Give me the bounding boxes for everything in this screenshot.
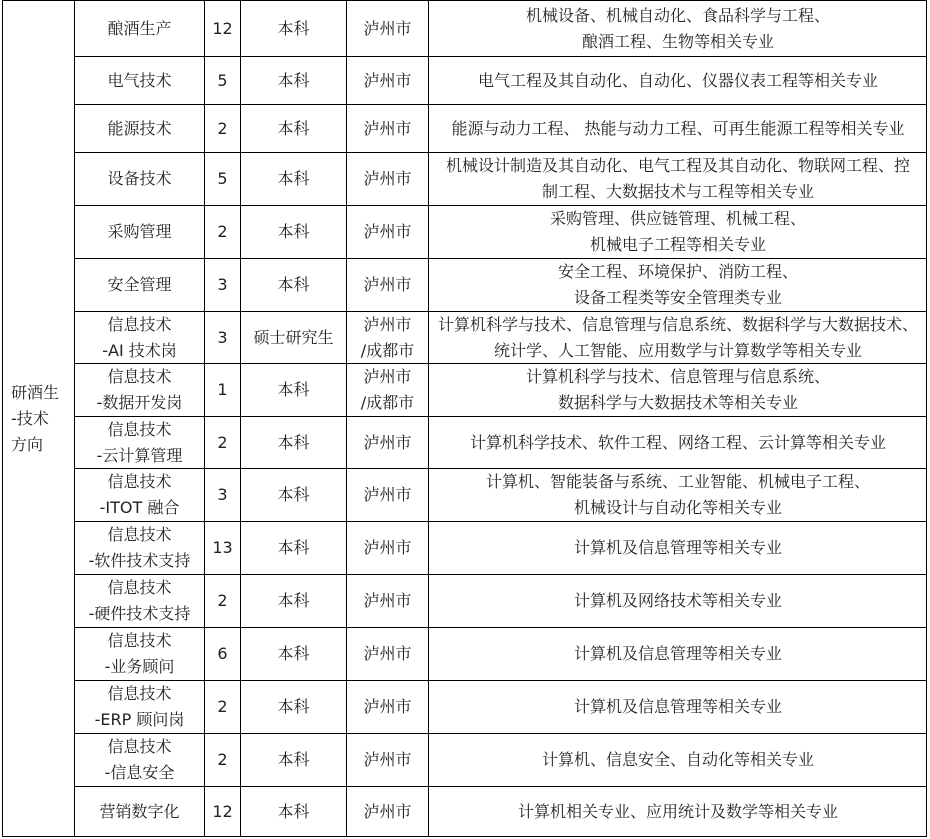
degree-text: 本科 xyxy=(277,697,310,716)
major-requirement-text: 能源与动力工程、 热能与动力工程、可再生能源工程等相关专业 xyxy=(451,118,905,138)
degree-text: 本科 xyxy=(277,275,310,294)
major-requirement xyxy=(429,153,927,205)
location-text: 泸州市 xyxy=(363,118,412,138)
degree-text: 本科 xyxy=(277,222,310,241)
headcount-text: 2 xyxy=(217,591,228,610)
location-text: 泸州市 xyxy=(363,70,412,90)
headcount xyxy=(205,364,240,416)
position-name xyxy=(75,522,204,574)
headcount-text: 3 xyxy=(217,485,228,504)
headcount xyxy=(205,734,240,786)
major-requirement-text: 计算机、信息安全、自动化等相关专业 xyxy=(541,750,814,769)
position-name-text: 信息技术 -数据开发岗 xyxy=(96,367,183,412)
location xyxy=(347,628,428,680)
major-requirement xyxy=(429,57,927,104)
headcount xyxy=(205,575,240,627)
major-requirement xyxy=(429,312,927,363)
degree xyxy=(241,575,346,627)
location xyxy=(347,787,428,837)
position-name-text: 能源技术 xyxy=(107,118,172,138)
degree xyxy=(241,787,346,837)
headcount-text: 2 xyxy=(217,432,228,452)
degree-text: 本科 xyxy=(277,70,310,90)
location-text: 泸州市 xyxy=(363,644,412,663)
position-name-text: 信息技术 -业务顾问 xyxy=(104,631,175,676)
position-name-text: 信息技术 -AI 技术岗 xyxy=(102,314,177,360)
group-label-text: 研酒生 -技术 方向 xyxy=(11,383,60,454)
headcount-text: 2 xyxy=(217,118,228,138)
location-text: 泸州市 /成都市 xyxy=(360,367,415,412)
position-name-text: 信息技术 -软件技术支持 xyxy=(88,525,191,570)
recruitment-table xyxy=(2,0,927,837)
degree xyxy=(241,57,346,104)
major-requirement-text: 计算机科学与技术、信息管理与信息系统、数据科学与大数据技术、 统计学、人工智能、应用数学与计算数学等相关专业 xyxy=(437,314,918,360)
headcount-text: 13 xyxy=(212,538,233,557)
degree xyxy=(241,522,346,574)
headcount xyxy=(205,417,240,468)
degree xyxy=(241,206,346,258)
degree-text: 本科 xyxy=(277,591,310,610)
position-name-text: 信息技术 -信息安全 xyxy=(104,737,175,782)
major-requirement xyxy=(429,628,927,680)
degree-text: 本科 xyxy=(277,18,310,38)
headcount xyxy=(205,312,240,363)
degree-text: 本科 xyxy=(277,169,310,188)
location xyxy=(347,575,428,627)
degree xyxy=(241,681,346,733)
position-name-text: 安全管理 xyxy=(107,275,172,294)
major-requirement-text: 电气工程及其自动化、自动化、仪器仪表工程等相关专业 xyxy=(477,70,878,90)
major-requirement-text: 计算机及信息管理等相关专业 xyxy=(573,644,782,663)
position-name xyxy=(75,734,204,786)
location-text: 泸州市 xyxy=(363,750,412,769)
major-requirement-text: 机械设计制造及其自动化、电气工程及其自动化、物联网工程、控 制工程、大数据技术与工程等相关专业 xyxy=(445,156,910,201)
degree-text: 硕士研究生 xyxy=(253,327,334,347)
headcount xyxy=(205,105,240,152)
headcount xyxy=(205,57,240,104)
major-requirement xyxy=(429,575,927,627)
position-name xyxy=(75,469,204,521)
major-requirement xyxy=(429,364,927,416)
location-text: 泸州市 xyxy=(363,18,412,38)
location xyxy=(347,681,428,733)
location xyxy=(347,522,428,574)
location xyxy=(347,1,428,56)
major-requirement-text: 计算机及信息管理等相关专业 xyxy=(573,697,782,716)
location xyxy=(347,417,428,468)
location xyxy=(347,105,428,152)
position-name-text: 电气技术 xyxy=(107,70,172,90)
position-name-text: 营销数字化 xyxy=(99,802,180,821)
position-name xyxy=(75,259,204,311)
major-requirement-text: 计算机及网络技术等相关专业 xyxy=(573,591,782,610)
degree xyxy=(241,153,346,205)
degree-text: 本科 xyxy=(277,432,310,452)
degree xyxy=(241,417,346,468)
headcount-text: 6 xyxy=(217,644,228,663)
location-text: 泸州市 /成都市 xyxy=(360,314,415,360)
degree xyxy=(241,105,346,152)
position-name-text: 信息技术 -云计算管理 xyxy=(96,419,183,465)
headcount-text: 1 xyxy=(217,380,228,399)
location xyxy=(347,57,428,104)
degree-text: 本科 xyxy=(277,802,310,821)
location-text: 泸州市 xyxy=(363,538,412,557)
position-name-text: 酿酒生产 xyxy=(107,18,172,38)
position-name xyxy=(75,105,204,152)
location-text: 泸州市 xyxy=(363,222,412,241)
position-name-text: 信息技术 -ERP 顾问岗 xyxy=(94,684,185,729)
position-name xyxy=(75,1,204,56)
location xyxy=(347,364,428,416)
major-requirement-text: 采购管理、供应链管理、机械工程、 机械电子工程等相关专业 xyxy=(549,209,806,254)
major-requirement xyxy=(429,105,927,152)
headcount xyxy=(205,469,240,521)
headcount-text: 2 xyxy=(217,222,228,241)
degree-text: 本科 xyxy=(277,380,310,399)
major-requirement xyxy=(429,522,927,574)
location-text: 泸州市 xyxy=(363,591,412,610)
major-requirement xyxy=(429,1,927,56)
position-name xyxy=(75,57,204,104)
position-name-text: 信息技术 -ITOT 融合 xyxy=(99,472,180,517)
degree-text: 本科 xyxy=(277,644,310,663)
headcount xyxy=(205,787,240,837)
degree xyxy=(241,364,346,416)
position-name xyxy=(75,575,204,627)
location-text: 泸州市 xyxy=(363,697,412,716)
position-name xyxy=(75,312,204,363)
major-requirement-text: 计算机及信息管理等相关专业 xyxy=(573,538,782,557)
degree-text: 本科 xyxy=(277,538,310,557)
position-name xyxy=(75,628,204,680)
major-requirement xyxy=(429,206,927,258)
major-requirement xyxy=(429,681,927,733)
group-label xyxy=(3,1,74,837)
degree xyxy=(241,259,346,311)
headcount xyxy=(205,206,240,258)
degree xyxy=(241,1,346,56)
headcount-text: 3 xyxy=(217,327,228,347)
headcount xyxy=(205,153,240,205)
major-requirement-text: 安全工程、环境保护、消防工程、 设备工程类等安全管理类专业 xyxy=(557,262,798,307)
headcount-text: 2 xyxy=(217,750,228,769)
location-text: 泸州市 xyxy=(363,275,412,294)
position-name-text: 信息技术 -硬件技术支持 xyxy=(88,578,191,623)
degree-text: 本科 xyxy=(277,118,310,138)
headcount-text: 5 xyxy=(217,169,228,188)
degree xyxy=(241,628,346,680)
major-requirement xyxy=(429,734,927,786)
position-name xyxy=(75,364,204,416)
position-name-text: 设备技术 xyxy=(107,169,172,188)
headcount xyxy=(205,522,240,574)
major-requirement-text: 计算机科学技术、软件工程、网络工程、云计算等相关专业 xyxy=(469,432,886,452)
position-name xyxy=(75,787,204,837)
position-name xyxy=(75,681,204,733)
headcount-text: 2 xyxy=(217,697,228,716)
headcount xyxy=(205,259,240,311)
degree xyxy=(241,469,346,521)
position-name xyxy=(75,153,204,205)
degree-text: 本科 xyxy=(277,750,310,769)
headcount-text: 12 xyxy=(212,802,233,821)
major-requirement xyxy=(429,787,927,837)
position-name-text: 采购管理 xyxy=(107,222,172,241)
location-text: 泸州市 xyxy=(363,432,412,452)
headcount xyxy=(205,681,240,733)
location xyxy=(347,469,428,521)
major-requirement xyxy=(429,469,927,521)
location xyxy=(347,312,428,363)
location-text: 泸州市 xyxy=(363,169,412,188)
major-requirement-text: 计算机相关专业、应用统计及数学等相关专业 xyxy=(517,802,838,821)
location xyxy=(347,734,428,786)
major-requirement xyxy=(429,259,927,311)
major-requirement-text: 计算机、智能装备与系统、工业智能、机械电子工程、 机械设计与自动化等相关专业 xyxy=(485,472,870,517)
location-text: 泸州市 xyxy=(363,485,412,504)
major-requirement-text: 机械设备、机械自动化、食品科学与工程、 酿酒工程、生物等相关专业 xyxy=(525,5,830,51)
major-requirement xyxy=(429,417,927,468)
headcount xyxy=(205,1,240,56)
degree xyxy=(241,734,346,786)
degree-text: 本科 xyxy=(277,485,310,504)
location xyxy=(347,153,428,205)
headcount-text: 5 xyxy=(217,70,228,90)
location xyxy=(347,206,428,258)
position-name xyxy=(75,206,204,258)
position-name xyxy=(75,417,204,468)
headcount xyxy=(205,628,240,680)
location-text: 泸州市 xyxy=(363,802,412,821)
location xyxy=(347,259,428,311)
headcount-text: 12 xyxy=(212,18,233,38)
major-requirement-text: 计算机科学与技术、信息管理与信息系统、 数据科学与大数据技术等相关专业 xyxy=(525,367,830,412)
headcount-text: 3 xyxy=(217,275,228,294)
degree xyxy=(241,312,346,363)
